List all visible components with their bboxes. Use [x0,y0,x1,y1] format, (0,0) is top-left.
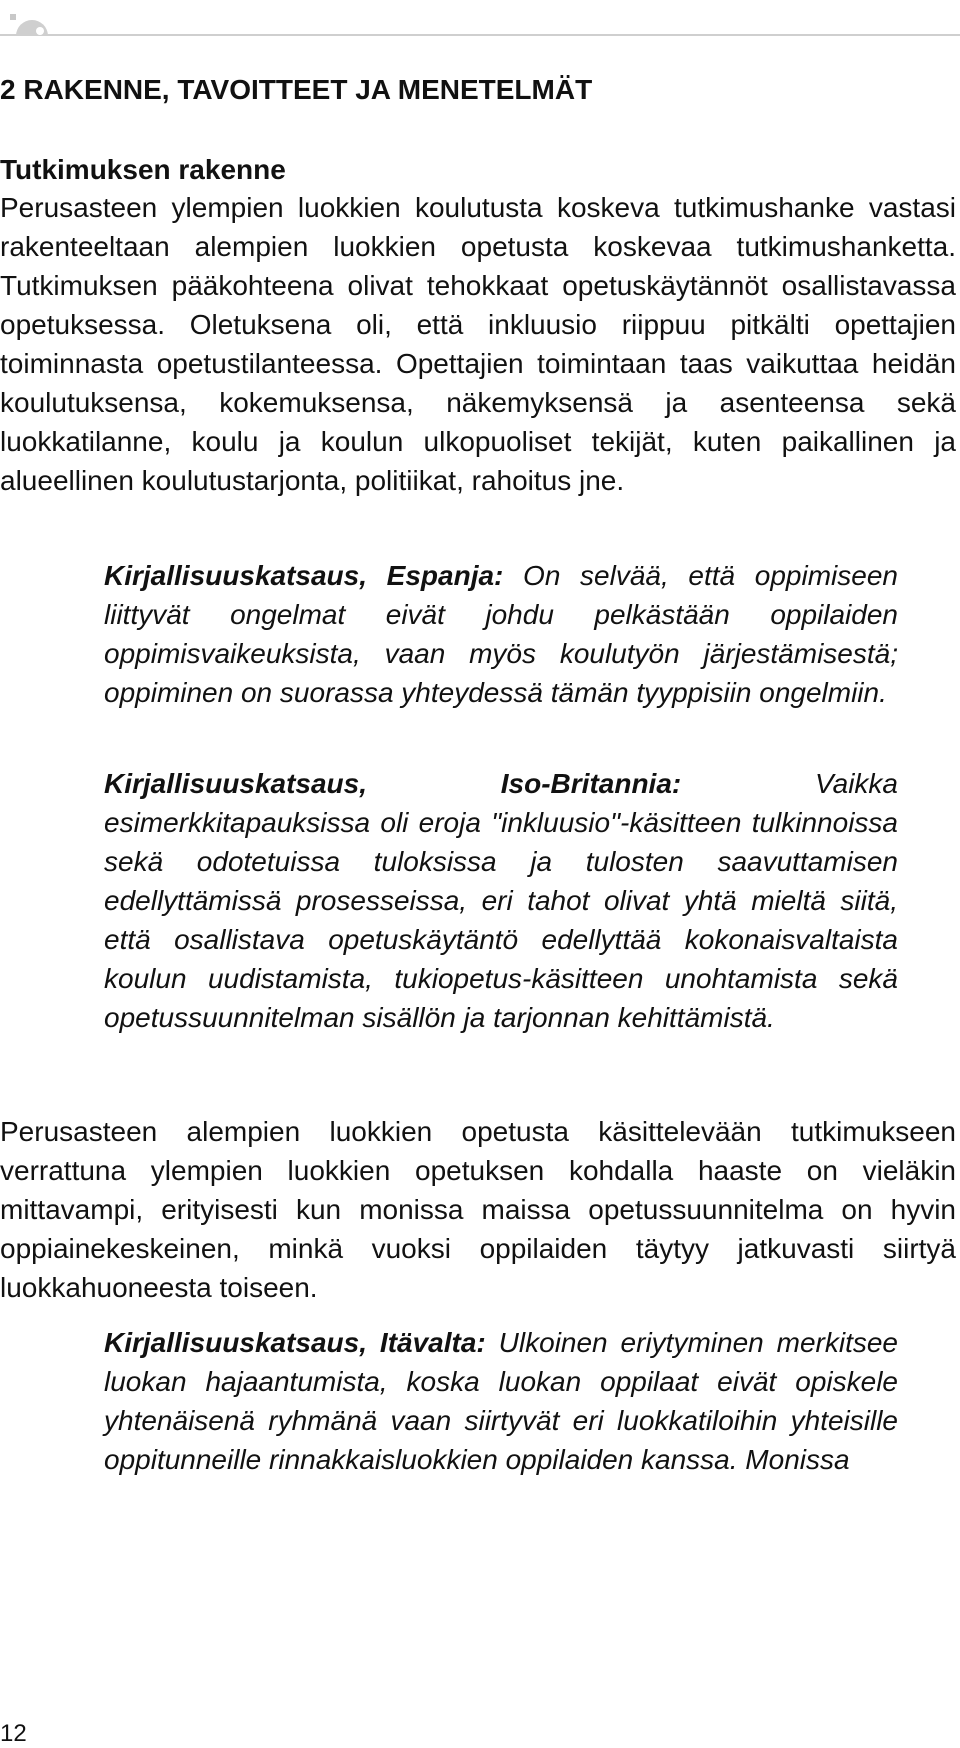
quote-spain-lead: Kirjallisuuskatsaus, Espanja: [104,560,504,591]
header-rule [0,34,960,36]
quote-uk-text: Vaikka esimerkkitapauksissa oli eroja "inkluusio"-käsitteen tulkinnoissa sekä odotetuissa tuloksissa ja tulosten saavuttamisen edellyttämissä prosesseissa, eri tahot olivat yhtä mieltä siitä, että osallistava opetuskäytäntö edellyttää kokonaisvaltaista koulun uudistamista, tukiopetus-käsitteen unohtamista sekä opetussuunnitelman sisällön ja tarjonnan kehittämistä. [104,768,898,1033]
paragraph-lower-grades: Perusasteen alempien luokkien opetusta käsittelevään tutkimukseen verrattuna ylempien luokkien opetuksen kohdalla haaste on vieläkin mittavampi, erityisesti kun monissa maissa opetussuunnitelma on hyvin oppiainekeskeinen, minkä vuoksi oppilaiden täytyy jatkuvasti siirtyä luokkahuoneesta toiseen. [0,1116,956,1303]
section-title: Tutkimuksen rakenne [0,154,286,185]
quote-austria-lead: Kirjallisuuskatsaus, Itävalta: [104,1327,486,1358]
quote-austria-text: Ulkoinen eriytyminen merkitsee luokan hajaantumista, koska luokan oppilaat eivät opiskele yhtenäisenä ryhmänä vaan siirtyvät eri luokkatiloihin yhteisille oppitunneille rinnakkaisluokkien oppilaiden kanssa. Monissa [104,1327,898,1475]
quote-uk [104,764,898,1037]
chapter-title: 2 RAKENNE, TAVOITTEET JA MENETELMÄT [0,74,593,105]
page-number: 12 [0,1720,27,1747]
quote-uk-lead: Kirjallisuuskatsaus, Iso-Britannia: [104,768,682,799]
quote-spain-text: On selvää, että oppimiseen liittyvät ongelmat eivät johdu pelkästään oppilaiden oppimisvaikeuksista, vaan myös koulutyön järjestämisestä; oppiminen on suorassa yhteydessä tämän tyyppisiin ongelmiin. [104,560,898,708]
publisher-logo-icon [10,14,54,36]
quote-spain [104,556,898,712]
paragraph-structure: Perusasteen ylempien luokkien koulutusta koskeva tutkimushanke vastasi rakenteeltaan alempien luokkien opetusta koskevaa tutkimushanketta. Tutkimuksen pääkohteena olivat tehokkaat opetuskäytännöt osallistavassa opetuksessa. Oletuksena oli, että inkluusio riippuu pitkälti opettajien toiminnasta opetustilanteessa. Opettajien toimintaan taas vaikuttaa heidän koulutuksensa, kokemuksensa, näkemyksensä ja asenteensa sekä luokkatilanne, koulu ja koulun ulkopuoliset tekijät, kuten paikallinen ja alueellinen koulutustarjonta, politiikat, rahoitus jne. [0,192,956,496]
quote-austria [104,1323,898,1479]
